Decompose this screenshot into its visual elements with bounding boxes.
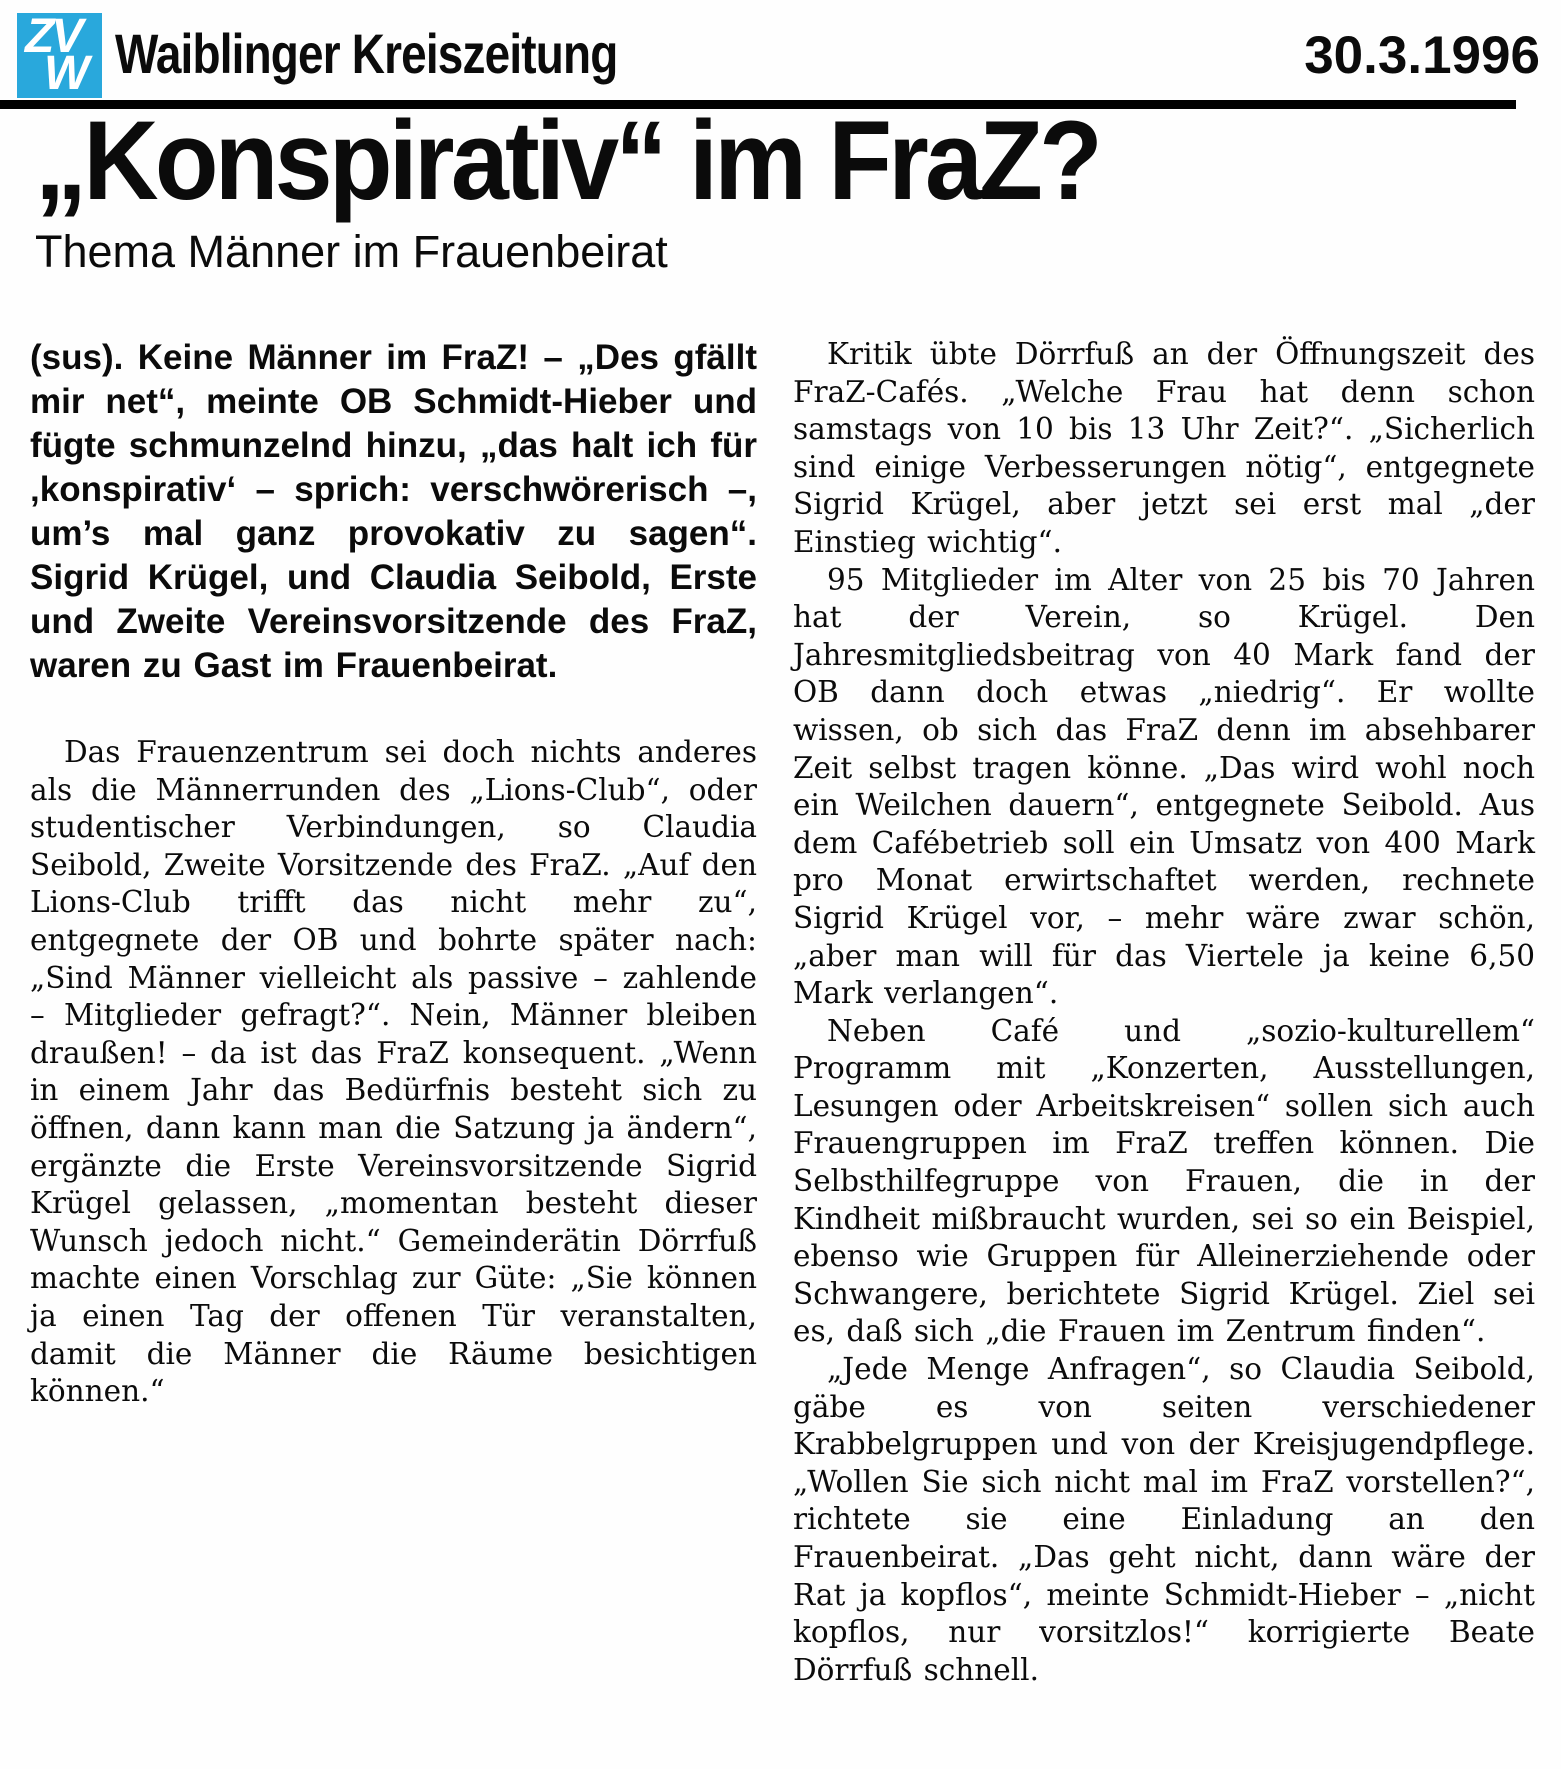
zvw-logo — [17, 13, 102, 98]
article-headline: „Konspirativ“ im FraZ? — [35, 98, 1100, 223]
newspaper-name: Waiblinger Kreiszeitung — [115, 22, 618, 85]
article-subtitle: Thema Männer im Frauenbeirat — [35, 226, 668, 277]
lead-paragraph: (sus). Keine Männer im FraZ! – „Des gfällt mir net“, meinte OB Schmidt-Hieber und fügte schmunzelnd hinzu, „das halt ich für ‚konspirativ‘ – sprich: verschwörerisch –, um’s mal ganz provokativ zu sagen“. Sigrid Krügel, und Claudia Seibold, Erste und Zweite Vereinsvorsitzende des FraZ, waren zu Gast im Frauenbeirat. — [30, 338, 757, 685]
paragraph-left-1: Das Frauenzentrum sei doch nichts anderes als die Männerrunden des „Lions-Club“, oder studentischer Verbindungen, so Claudia Seibold, Zweite Vorsitzende des FraZ. „Auf den Lions-Club trifft das nicht mehr zu“, entgegnete der OB und bohrte später nach: „Sind Männer vielleicht als passive – zahlende – Mitglieder gefragt?“. Nein, Männer bleiben draußen! – da ist das FraZ konsequent. „Wenn in einem Jahr das Bedürfnis besteht sich zu öffnen, dann kann man die Satzung ja ändern“, ergänzte die Erste Vereinsvorsitzende Sigrid Krügel gelassen, „momentan besteht dieser Wunsch jedoch nicht.“ Gemeinderätin Dörrfuß machte einen Vorschlag zur Güte: „Sie können ja einen Tag der offenen Tür veranstalten, damit die Männer die Räume besichtigen können.“ — [30, 735, 757, 1409]
paragraph-right-4: „Jede Menge Anfragen“, so Claudia Seibold, gäbe es von seiten verschiedener Krabbelgruppen und von der Kreisjugendpflege. „Wollen Sie sich nicht mal im FraZ vorstellen?“, richtete sie eine Einladung an den Frauenbeirat. „Das geht nicht, dann wäre der Rat ja kopflos“, meinte Schmidt-Hieber – „nicht kopflos, nur vorsitzlos!“ korrigierte Beate Dörrfuß schnell. — [793, 1352, 1535, 1687]
column-right — [793, 336, 1535, 1689]
zvw-logo-text-top: ZV — [25, 13, 81, 63]
paragraph-right-2: 95 Mitglieder im Alter von 25 bis 70 Jahren hat der Verein, so Krügel. Den Jahresmitgliedsbeitrag von 40 Mark fand der OB dann doch etwas „niedrig“. Er wollte wissen, ob sich das FraZ denn im absehbarer Zeit selbst tragen könne. „Das wird wohl noch ein Weilchen dauern“, entgegnete Seibold. Aus dem Cafébetrieb soll ein Umsatz von 400 Mark pro Monat erwirtschaftet werden, rechnete Sigrid Krügel vor, – mehr wäre zwar schön, „aber man will für das Viertele ja keine 6,50 Mark verlangen“. — [793, 562, 1535, 1011]
zvw-logo-text-bottom: W — [44, 47, 90, 98]
column-left — [30, 336, 757, 1689]
paragraph-right-3: Neben Café und „sozio-kulturellem“ Programm mit „Konzerten, Ausstellungen, Lesungen oder Arbeitskreisen“ sollen sich auch Frauengruppen im FraZ treffen können. Die Selbsthilfegruppe von Frauen, die in der Kindheit mißbraucht wurden, sei so ein Beispiel, ebenso wie Gruppen für Alleinerziehende oder Schwangere, berichtete Sigrid Krügel. Ziel sei es, daß sich „die Frauen im Zentrum finden“. — [793, 1013, 1535, 1349]
paragraph-right-1: Kritik übte Dörrfuß an der Öffnungszeit des FraZ-Cafés. „Welche Frau hat denn schon samstags von 10 bis 13 Uhr Zeit?“. „Sicherlich sind einige Verbesserungen nötig“, entgegnete Sigrid Krügel, aber jetzt sei erst mal „der Einstieg wichtig“. — [793, 337, 1535, 559]
issue-date: 30.3.1996 — [1304, 26, 1540, 85]
article-body — [30, 336, 1535, 1689]
masthead — [17, 13, 1540, 101]
